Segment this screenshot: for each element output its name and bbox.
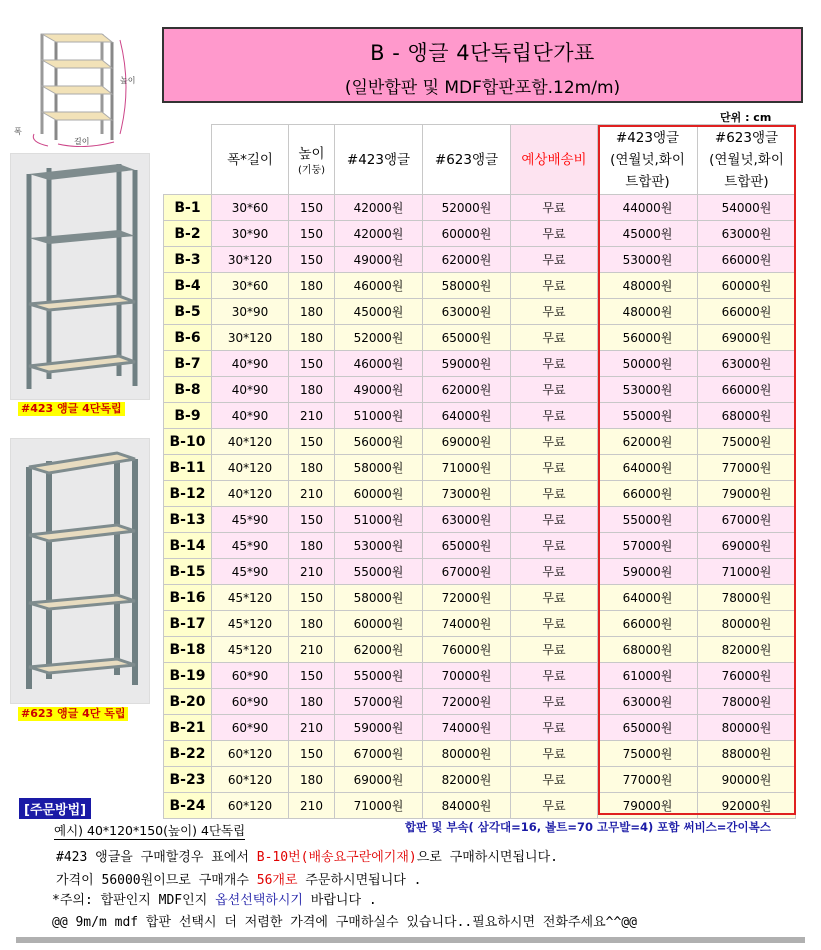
cell-angle-623: 71000원 <box>423 455 511 481</box>
cell-shipping: 무료 <box>511 663 598 689</box>
cell-shipping: 무료 <box>511 221 598 247</box>
cell-code: B-15 <box>164 559 212 585</box>
header-angle-423: #423앵글 <box>335 125 423 195</box>
cell-code: B-9 <box>164 403 212 429</box>
cell-height: 180 <box>289 767 335 793</box>
cell-mdf-623: 80000원 <box>698 611 796 637</box>
cell-angle-623: 82000원 <box>423 767 511 793</box>
cell-height: 210 <box>289 481 335 507</box>
cell-mdf-423: 56000원 <box>598 325 698 351</box>
cell-angle-623: 72000원 <box>423 585 511 611</box>
cell-code: B-22 <box>164 741 212 767</box>
cell-mdf-423: 63000원 <box>598 689 698 715</box>
cell-mdf-423: 68000원 <box>598 637 698 663</box>
cell-mdf-623: 63000원 <box>698 221 796 247</box>
header-angle-623: #623앵글 <box>423 125 511 195</box>
bottom-divider <box>16 937 805 943</box>
cell-shipping: 무료 <box>511 455 598 481</box>
cell-size: 30*60 <box>212 195 289 221</box>
cell-size: 45*90 <box>212 507 289 533</box>
cell-size: 30*120 <box>212 325 289 351</box>
instruction-2c: 주문하시면됩니다 . <box>297 873 422 888</box>
instruction-3a: *주의: 합판인지 MDF인지 <box>52 893 216 908</box>
cell-mdf-423: 55000원 <box>598 403 698 429</box>
cell-angle-423: 57000원 <box>335 689 423 715</box>
cell-mdf-423: 77000원 <box>598 767 698 793</box>
header-mdf-623 <box>698 125 796 195</box>
cell-mdf-423: 66000원 <box>598 611 698 637</box>
cell-mdf-423: 79000원 <box>598 793 698 819</box>
cell-angle-623: 58000원 <box>423 273 511 299</box>
cell-mdf-623: 77000원 <box>698 455 796 481</box>
cell-code: B-2 <box>164 221 212 247</box>
cell-angle-423: 52000원 <box>335 325 423 351</box>
cell-height: 210 <box>289 715 335 741</box>
cell-size: 30*90 <box>212 221 289 247</box>
cell-angle-423: 46000원 <box>335 351 423 377</box>
cell-height: 180 <box>289 273 335 299</box>
instruction-1c: 으로 구매하시면됩니다. <box>416 850 558 865</box>
cell-height: 150 <box>289 247 335 273</box>
cell-code: B-8 <box>164 377 212 403</box>
header-height <box>289 125 335 195</box>
cell-angle-423: 56000원 <box>335 429 423 455</box>
cell-size: 45*90 <box>212 533 289 559</box>
cell-code: B-17 <box>164 611 212 637</box>
cell-shipping: 무료 <box>511 429 598 455</box>
cell-mdf-423: 50000원 <box>598 351 698 377</box>
cell-shipping: 무료 <box>511 767 598 793</box>
cell-angle-623: 65000원 <box>423 325 511 351</box>
cell-size: 45*120 <box>212 585 289 611</box>
cell-code: B-1 <box>164 195 212 221</box>
cell-height: 210 <box>289 403 335 429</box>
order-example: 예시) 40*120*150(높이) 4단독립 <box>54 823 246 838</box>
product-photo-423 <box>10 153 150 400</box>
cell-shipping: 무료 <box>511 637 598 663</box>
cell-height: 150 <box>289 351 335 377</box>
cell-shipping: 무료 <box>511 559 598 585</box>
cell-angle-423: 55000원 <box>335 559 423 585</box>
cell-height: 210 <box>289 559 335 585</box>
cell-mdf-623: 67000원 <box>698 507 796 533</box>
cell-size: 40*120 <box>212 481 289 507</box>
cell-size: 60*120 <box>212 793 289 819</box>
page-subtitle: (일반합판 및 MDF합판포함.12m/m) <box>344 78 621 98</box>
cell-mdf-623: 66000원 <box>698 299 796 325</box>
cell-angle-423: 55000원 <box>335 663 423 689</box>
instruction-3b: 옵션선택하시기 <box>215 893 303 908</box>
cell-mdf-423: 48000원 <box>598 273 698 299</box>
header-mdf-623-l2: (연월넛,화이 <box>709 151 784 168</box>
cell-mdf-423: 45000원 <box>598 221 698 247</box>
shelf-image-icon <box>11 439 149 703</box>
cell-height: 150 <box>289 507 335 533</box>
cell-shipping: 무료 <box>511 481 598 507</box>
cell-shipping: 무료 <box>511 325 598 351</box>
depth-label: 길이 <box>74 137 90 146</box>
cell-code: B-20 <box>164 689 212 715</box>
cell-shipping: 무료 <box>511 403 598 429</box>
instruction-3c: 바랍니다 . <box>302 893 377 908</box>
product-photo-623 <box>10 438 150 704</box>
cell-size: 45*90 <box>212 559 289 585</box>
table-row <box>164 429 796 455</box>
cell-shipping: 무료 <box>511 507 598 533</box>
cell-angle-423: 60000원 <box>335 481 423 507</box>
cell-angle-623: 62000원 <box>423 377 511 403</box>
cell-angle-423: 60000원 <box>335 611 423 637</box>
instruction-1a: #423 앵글을 구매할경우 표에서 <box>56 850 257 865</box>
cell-shipping: 무료 <box>511 611 598 637</box>
cell-angle-423: 45000원 <box>335 299 423 325</box>
cell-shipping: 무료 <box>511 689 598 715</box>
cell-mdf-423: 64000원 <box>598 585 698 611</box>
cell-shipping: 무료 <box>511 299 598 325</box>
header-mdf-423-l1: #423앵글 <box>615 129 680 146</box>
table-row <box>164 195 796 221</box>
table-row <box>164 299 796 325</box>
cell-angle-423: 67000원 <box>335 741 423 767</box>
page-title: B - 앵글 4단독립단가표 <box>370 41 595 65</box>
instruction-2a: 가격이 56000원이므로 구매개수 <box>56 873 257 888</box>
cell-angle-623: 84000원 <box>423 793 511 819</box>
table-row <box>164 741 796 767</box>
header-blank <box>164 125 212 195</box>
cell-code: B-14 <box>164 533 212 559</box>
cell-size: 45*120 <box>212 611 289 637</box>
cell-height: 150 <box>289 429 335 455</box>
order-method-badge: [주문방법] <box>19 798 91 819</box>
shelf-image-icon <box>11 154 149 399</box>
cell-mdf-623: 66000원 <box>698 377 796 403</box>
cell-size: 60*120 <box>212 741 289 767</box>
instruction-line-1 <box>56 846 558 865</box>
cell-mdf-423: 55000원 <box>598 507 698 533</box>
cell-angle-623: 60000원 <box>423 221 511 247</box>
cell-mdf-423: 57000원 <box>598 533 698 559</box>
cell-angle-623: 73000원 <box>423 481 511 507</box>
table-row <box>164 403 796 429</box>
table-row <box>164 637 796 663</box>
cell-mdf-623: 92000원 <box>698 793 796 819</box>
cell-shipping: 무료 <box>511 351 598 377</box>
cell-mdf-423: 53000원 <box>598 377 698 403</box>
cell-angle-623: 63000원 <box>423 299 511 325</box>
cell-shipping: 무료 <box>511 533 598 559</box>
cell-mdf-623: 80000원 <box>698 715 796 741</box>
cell-mdf-623: 71000원 <box>698 559 796 585</box>
cell-height: 180 <box>289 455 335 481</box>
cell-mdf-623: 79000원 <box>698 481 796 507</box>
header-banner <box>162 27 803 103</box>
cell-mdf-423: 53000원 <box>598 247 698 273</box>
cell-shipping: 무료 <box>511 247 598 273</box>
width-label: 폭 <box>14 127 22 136</box>
cell-size: 60*90 <box>212 689 289 715</box>
cell-height: 150 <box>289 663 335 689</box>
cell-angle-423: 59000원 <box>335 715 423 741</box>
instruction-line-4: @@ 9m/m mdf 합판 선택시 더 저렴한 가격에 구매하실수 있습니다..필요하시면 전화주세요^^@@ <box>52 915 637 930</box>
table-row <box>164 377 796 403</box>
table-row <box>164 663 796 689</box>
table-row <box>164 325 796 351</box>
cell-mdf-423: 59000원 <box>598 559 698 585</box>
cell-code: B-18 <box>164 637 212 663</box>
cell-mdf-623: 78000원 <box>698 585 796 611</box>
cell-angle-623: 65000원 <box>423 533 511 559</box>
header-height-label: 높이 <box>298 145 325 162</box>
cell-angle-423: 42000원 <box>335 221 423 247</box>
cell-size: 60*90 <box>212 715 289 741</box>
cell-mdf-623: 78000원 <box>698 689 796 715</box>
height-label: 높이 <box>120 76 136 85</box>
cell-height: 180 <box>289 299 335 325</box>
table-row <box>164 273 796 299</box>
cell-size: 60*120 <box>212 767 289 793</box>
cell-mdf-423: 64000원 <box>598 455 698 481</box>
cell-angle-423: 71000원 <box>335 793 423 819</box>
header-mdf-423-l3: 트합판) <box>625 173 670 190</box>
cell-size: 40*90 <box>212 377 289 403</box>
cell-mdf-623: 76000원 <box>698 663 796 689</box>
cell-angle-623: 74000원 <box>423 611 511 637</box>
cell-size: 40*90 <box>212 351 289 377</box>
price-table-body <box>164 195 796 819</box>
cell-angle-423: 58000원 <box>335 585 423 611</box>
cell-height: 150 <box>289 741 335 767</box>
table-row <box>164 611 796 637</box>
table-row <box>164 247 796 273</box>
cell-mdf-623: 60000원 <box>698 273 796 299</box>
cell-height: 180 <box>289 325 335 351</box>
cell-height: 150 <box>289 195 335 221</box>
cell-code: B-11 <box>164 455 212 481</box>
cell-height: 210 <box>289 793 335 819</box>
cell-height: 180 <box>289 377 335 403</box>
cell-code: B-3 <box>164 247 212 273</box>
cell-mdf-623: 66000원 <box>698 247 796 273</box>
cell-angle-423: 49000원 <box>335 247 423 273</box>
cell-mdf-623: 63000원 <box>698 351 796 377</box>
cell-angle-423: 62000원 <box>335 637 423 663</box>
cell-angle-423: 49000원 <box>335 377 423 403</box>
table-row <box>164 455 796 481</box>
cell-code: B-21 <box>164 715 212 741</box>
table-row <box>164 221 796 247</box>
cell-angle-623: 67000원 <box>423 559 511 585</box>
cell-mdf-423: 61000원 <box>598 663 698 689</box>
header-mdf-623-l1: #623앵글 <box>714 129 779 146</box>
table-row <box>164 351 796 377</box>
cell-size: 45*120 <box>212 637 289 663</box>
cell-mdf-623: 69000원 <box>698 533 796 559</box>
cell-code: B-23 <box>164 767 212 793</box>
cell-angle-623: 72000원 <box>423 689 511 715</box>
cell-height: 150 <box>289 221 335 247</box>
cell-angle-623: 62000원 <box>423 247 511 273</box>
cell-mdf-423: 66000원 <box>598 481 698 507</box>
table-row <box>164 559 796 585</box>
cell-mdf-623: 54000원 <box>698 195 796 221</box>
cell-mdf-623: 75000원 <box>698 429 796 455</box>
cell-angle-423: 46000원 <box>335 273 423 299</box>
table-header-row <box>164 125 796 195</box>
header-height-sub: (기둥) <box>297 164 326 176</box>
cell-size: 30*120 <box>212 247 289 273</box>
table-row <box>164 533 796 559</box>
table-row <box>164 767 796 793</box>
cell-code: B-16 <box>164 585 212 611</box>
table-row <box>164 481 796 507</box>
cell-size: 40*120 <box>212 455 289 481</box>
shelf-diagram-drawing <box>33 34 126 147</box>
cell-code: B-7 <box>164 351 212 377</box>
cell-code: B-10 <box>164 429 212 455</box>
cell-mdf-423: 65000원 <box>598 715 698 741</box>
table-row <box>164 793 796 819</box>
unit-label: 단위 : cm <box>720 111 772 124</box>
cell-shipping: 무료 <box>511 793 598 819</box>
cell-size: 30*60 <box>212 273 289 299</box>
cell-mdf-623: 88000원 <box>698 741 796 767</box>
instruction-2b: 56개로 <box>256 873 298 888</box>
cell-mdf-423: 48000원 <box>598 299 698 325</box>
table-row <box>164 689 796 715</box>
instruction-line-3 <box>52 889 377 908</box>
photo-caption-623: #623 앵글 4단 독립 <box>18 707 128 721</box>
cell-angle-423: 51000원 <box>335 403 423 429</box>
instruction-line-2 <box>56 869 422 888</box>
cell-angle-423: 69000원 <box>335 767 423 793</box>
cell-angle-423: 53000원 <box>335 533 423 559</box>
cell-code: B-19 <box>164 663 212 689</box>
cell-angle-623: 63000원 <box>423 507 511 533</box>
shelf-dimension-diagram <box>14 22 144 147</box>
cell-angle-623: 69000원 <box>423 429 511 455</box>
cell-angle-423: 42000원 <box>335 195 423 221</box>
cell-size: 60*90 <box>212 663 289 689</box>
instruction-1b: B-10번(배송요구란에기재) <box>256 850 417 865</box>
cell-mdf-623: 68000원 <box>698 403 796 429</box>
cell-angle-423: 51000원 <box>335 507 423 533</box>
cell-size: 30*90 <box>212 299 289 325</box>
cell-shipping: 무료 <box>511 377 598 403</box>
price-table <box>163 124 796 819</box>
cell-height: 180 <box>289 611 335 637</box>
cell-angle-623: 64000원 <box>423 403 511 429</box>
cell-height: 180 <box>289 689 335 715</box>
cell-height: 180 <box>289 533 335 559</box>
cell-angle-623: 80000원 <box>423 741 511 767</box>
cell-mdf-423: 44000원 <box>598 195 698 221</box>
photo-caption-423: #423 앵글 4단독립 <box>18 402 125 416</box>
cell-code: B-24 <box>164 793 212 819</box>
cell-code: B-13 <box>164 507 212 533</box>
cell-angle-623: 52000원 <box>423 195 511 221</box>
table-row <box>164 507 796 533</box>
cell-height: 150 <box>289 585 335 611</box>
cell-shipping: 무료 <box>511 741 598 767</box>
cell-mdf-423: 75000원 <box>598 741 698 767</box>
cell-code: B-4 <box>164 273 212 299</box>
cell-mdf-423: 62000원 <box>598 429 698 455</box>
cell-code: B-5 <box>164 299 212 325</box>
header-size: 폭*길이 <box>212 125 289 195</box>
cell-code: B-12 <box>164 481 212 507</box>
cell-mdf-623: 82000원 <box>698 637 796 663</box>
cell-mdf-623: 69000원 <box>698 325 796 351</box>
cell-angle-623: 76000원 <box>423 637 511 663</box>
header-mdf-623-l3: 트합판) <box>724 173 769 190</box>
cell-angle-423: 58000원 <box>335 455 423 481</box>
table-row <box>164 585 796 611</box>
cell-code: B-6 <box>164 325 212 351</box>
cell-angle-623: 70000원 <box>423 663 511 689</box>
cell-mdf-623: 90000원 <box>698 767 796 793</box>
cell-shipping: 무료 <box>511 195 598 221</box>
header-mdf-423 <box>598 125 698 195</box>
cell-shipping: 무료 <box>511 715 598 741</box>
header-mdf-423-l2: (연월넛,화이 <box>610 151 685 168</box>
cell-shipping: 무료 <box>511 585 598 611</box>
header-shipping: 예상배송비 <box>511 125 598 195</box>
cell-angle-623: 74000원 <box>423 715 511 741</box>
cell-shipping: 무료 <box>511 273 598 299</box>
table-row <box>164 715 796 741</box>
cell-size: 40*120 <box>212 429 289 455</box>
cell-height: 210 <box>289 637 335 663</box>
cell-size: 40*90 <box>212 403 289 429</box>
service-note: 합판 및 부속( 삼각대=16, 볼트=70 고무발=4) 포함 써비스=간이복스 <box>405 820 771 834</box>
cell-angle-623: 59000원 <box>423 351 511 377</box>
